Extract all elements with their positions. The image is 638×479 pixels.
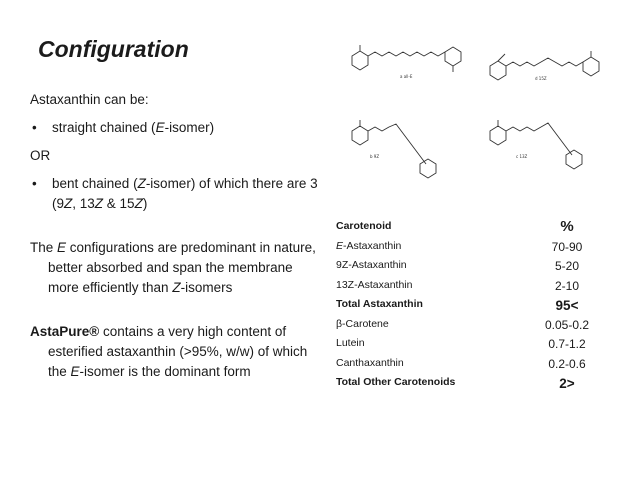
row-value: 0.2-0.6 bbox=[548, 356, 586, 371]
table-row bbox=[336, 294, 612, 314]
row-name: β-Carotene bbox=[336, 317, 389, 330]
carotenoid-table bbox=[336, 216, 612, 392]
or-text: OR bbox=[30, 148, 51, 163]
molecule-9z bbox=[352, 120, 436, 178]
body-text bbox=[30, 90, 320, 382]
intro-text: Astaxanthin can be: bbox=[30, 92, 149, 107]
row-value: 70-90 bbox=[551, 239, 583, 254]
astapure-paragraph: AstaPure® contains a very high content of esterified astaxanthin (>95%, w/w) of which the E-isomer is the dominant form bbox=[30, 324, 308, 379]
row-value: 2-10 bbox=[554, 278, 580, 293]
label-9z: b 9Z bbox=[370, 154, 380, 159]
bullet-straight-chained: • straight chained (E-isomer) bbox=[30, 118, 320, 138]
header-carotenoid: Carotenoid bbox=[336, 220, 392, 232]
table-row bbox=[336, 275, 612, 295]
molecule-all-e bbox=[352, 45, 461, 72]
molecule-13z bbox=[490, 120, 582, 169]
row-name: Total Other Carotenoids bbox=[336, 376, 456, 388]
header-percent: % bbox=[560, 218, 574, 235]
row-value: 0.05-0.2 bbox=[544, 317, 590, 332]
table-row bbox=[336, 353, 612, 373]
table-row bbox=[336, 236, 612, 256]
label-15z: d 15Z bbox=[535, 76, 547, 81]
table-row bbox=[336, 372, 612, 392]
row-name: Total Astaxanthin bbox=[336, 298, 423, 310]
row-value: 5-20 bbox=[554, 259, 580, 273]
row-name: 13Z-Astaxanthin bbox=[336, 278, 413, 291]
row-value: 0.7-1.2 bbox=[548, 337, 586, 351]
label-13z: c 13Z bbox=[516, 154, 528, 159]
astaxanthin-isomer-structures bbox=[330, 36, 630, 186]
label-all-e: a all-E bbox=[400, 74, 413, 79]
row-name: E-Astaxanthin bbox=[336, 239, 402, 252]
table-row bbox=[336, 255, 612, 275]
row-name: Canthaxanthin bbox=[336, 356, 404, 369]
table-row bbox=[336, 333, 612, 353]
bullet-bent-chained: • bent chained (Z-isomer) of which there are 3 (9Z, 13Z & 15Z) bbox=[30, 174, 320, 214]
e-configuration-paragraph: The E configurations are predominant in nature, better absorbed and span the membrane more efficiently than Z-isomers bbox=[30, 240, 316, 295]
row-name: 9Z-Astaxanthin bbox=[336, 259, 407, 271]
row-value: 95< bbox=[555, 298, 579, 313]
row-name: Lutein bbox=[336, 337, 365, 349]
slide-title: Configuration bbox=[38, 36, 189, 62]
row-value: 2> bbox=[559, 376, 575, 391]
table-header-row bbox=[336, 216, 612, 236]
table-row bbox=[336, 314, 612, 334]
